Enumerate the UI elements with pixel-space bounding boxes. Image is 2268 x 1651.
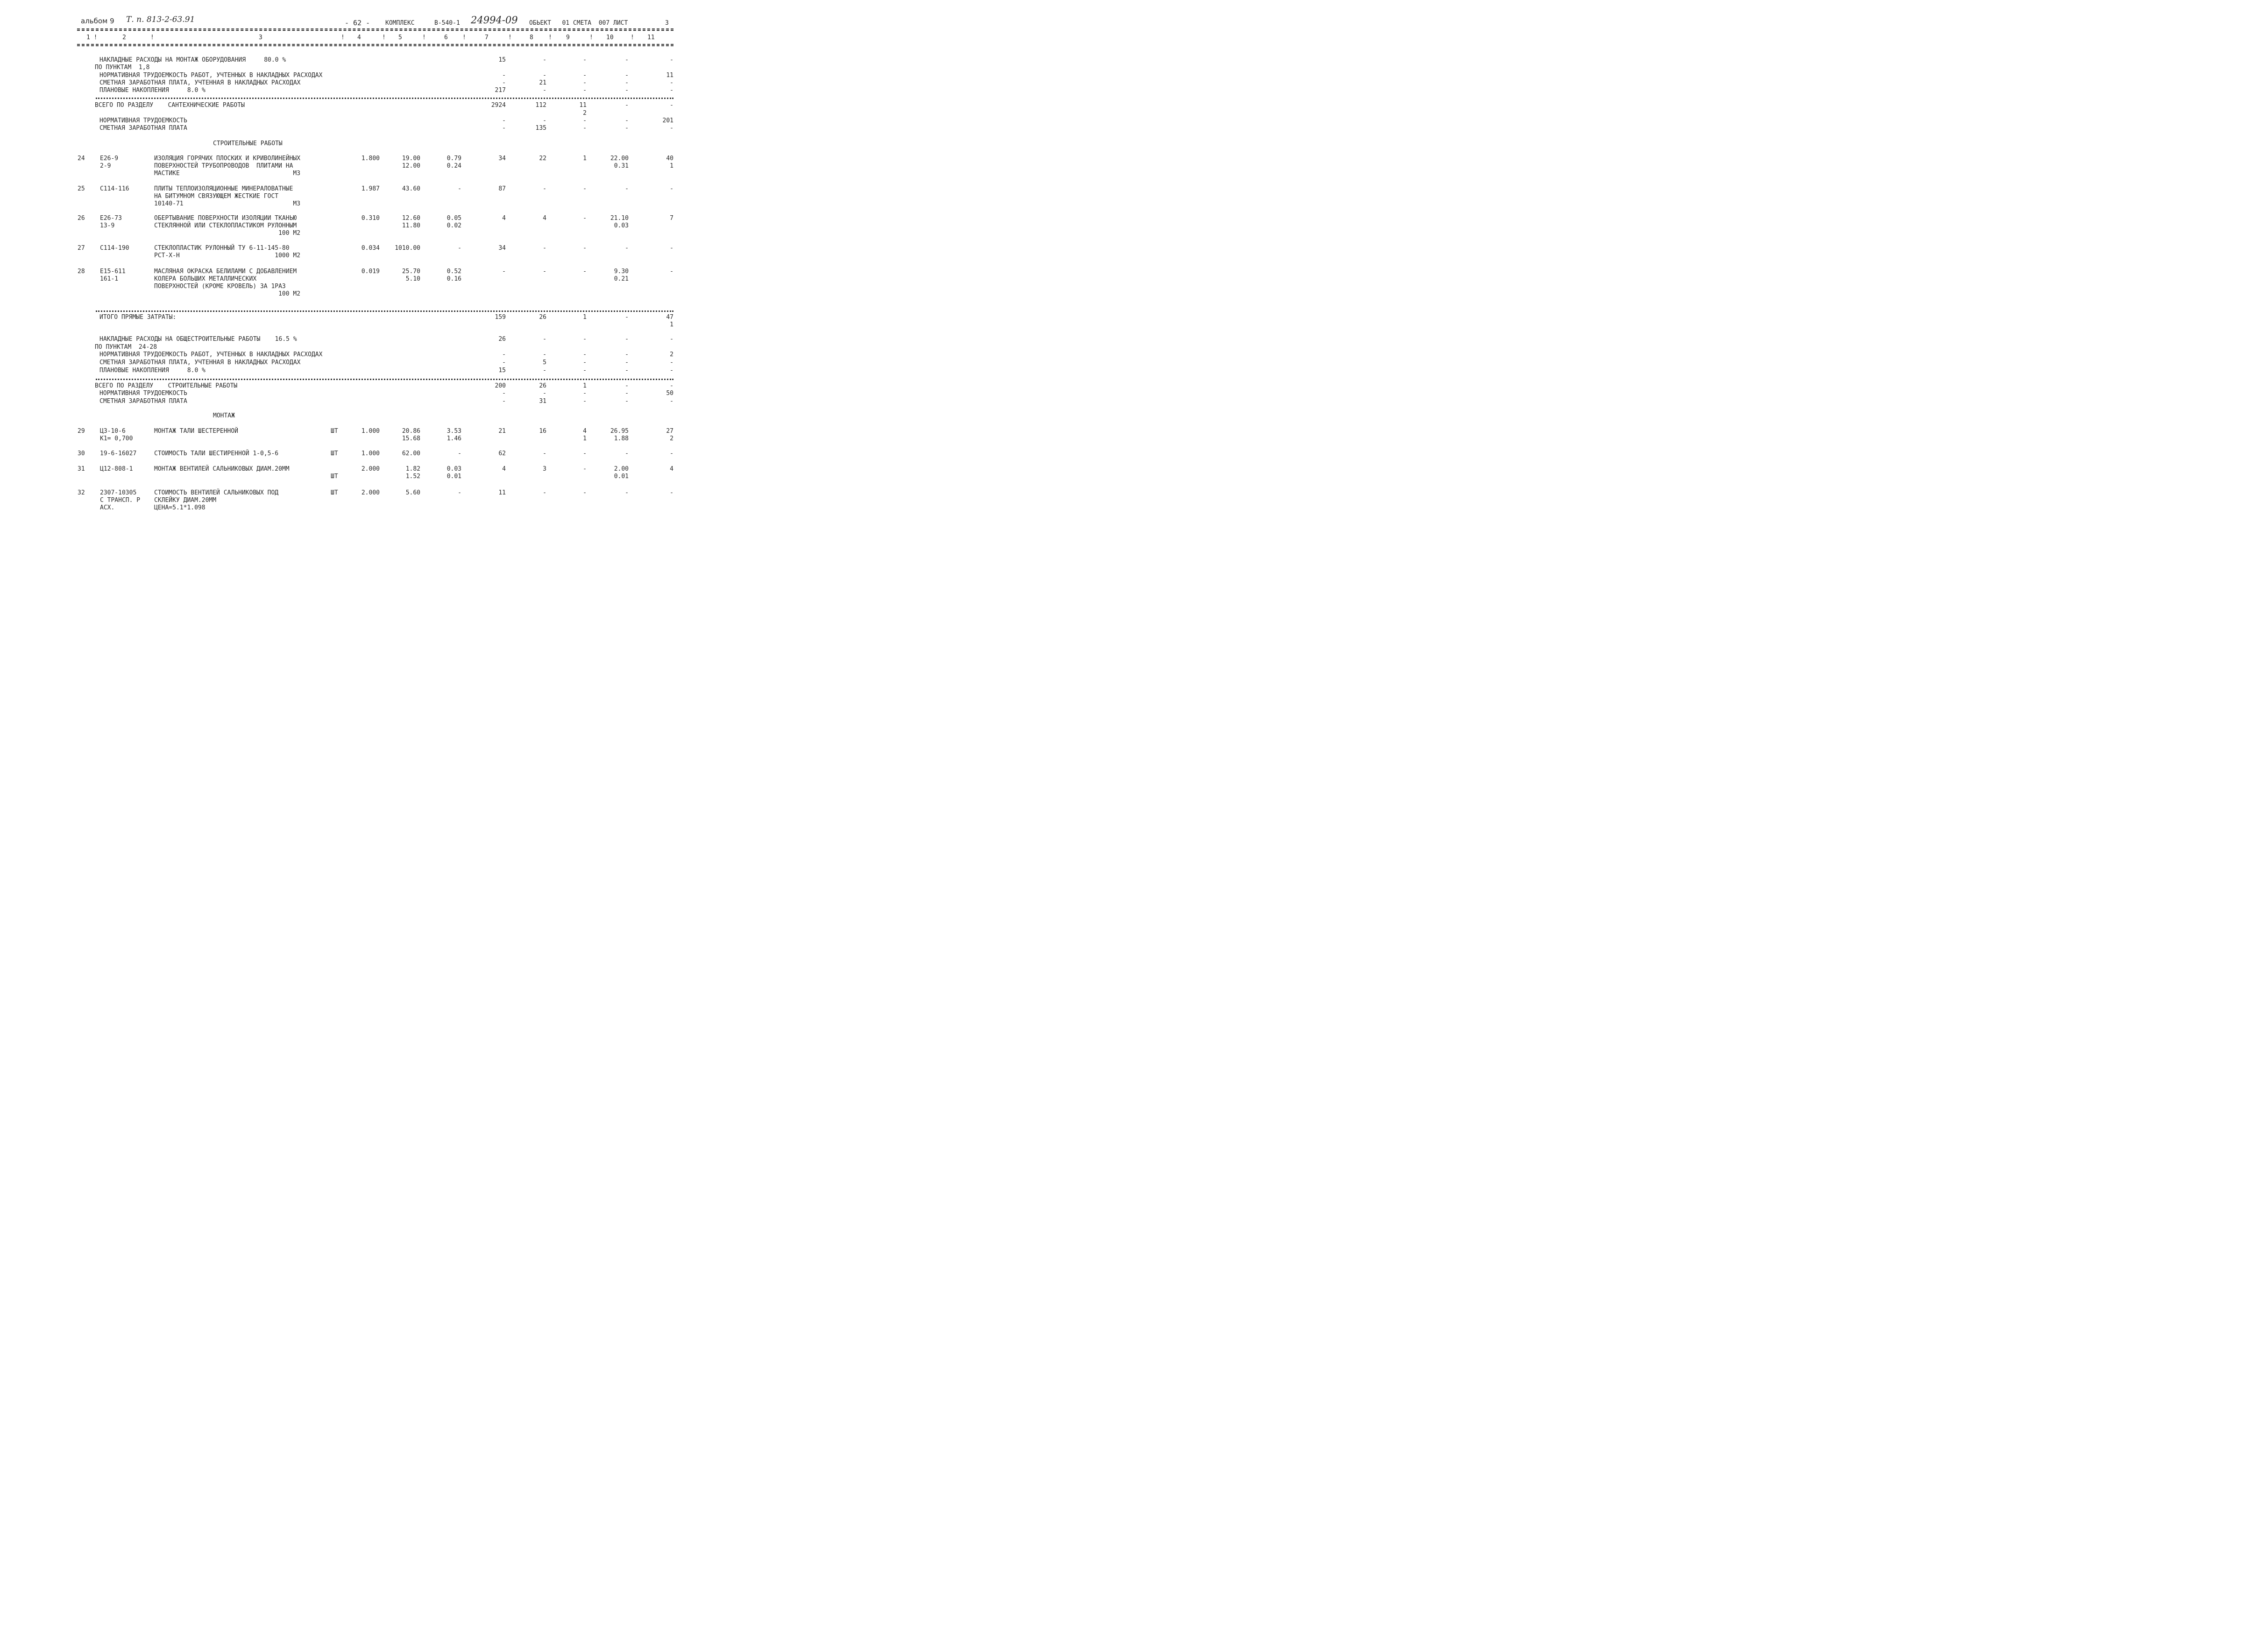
cell-c8: - — [543, 268, 546, 275]
cell-c9: - — [583, 351, 587, 358]
cell-c11: 201 — [662, 117, 673, 124]
item-description: ПЛИТЫ ТЕПЛОИЗОЛЯЦИОННЫЕ МИНЕРАЛОВАТНЫЕ — [154, 185, 293, 192]
cell-c6: 0.24 — [447, 162, 461, 169]
item-code: С114-116 — [100, 185, 129, 192]
item-description: СТЕКЛОПЛАСТИК РУЛОННЫЙ ТУ 6-11-145-80 — [154, 245, 290, 252]
cell-c9: 1 — [583, 155, 587, 162]
cell-c11: - — [670, 125, 673, 132]
cell-c10: - — [625, 382, 629, 389]
cell-c4: 0.019 — [361, 268, 380, 275]
cell-c7: - — [502, 398, 506, 405]
cell-c8: 4 — [543, 215, 546, 222]
cell-c11: 50 — [666, 390, 673, 397]
cell-c11: - — [670, 359, 673, 366]
item-unit: ШТ — [331, 428, 338, 435]
cell-c9: - — [583, 79, 587, 86]
complex-label: КОМПЛЕКС — [385, 20, 415, 27]
cell-c9: 2 — [583, 110, 587, 117]
cell-c9: - — [583, 87, 587, 94]
item-description: СТОИМОСТЬ ВЕНТИЛЕЙ САЛЬНИКОВЫХ ПОД — [154, 489, 279, 496]
item-number: 27 — [78, 245, 85, 252]
cell-c4: 0.034 — [361, 245, 380, 252]
cell-c7: 200 — [495, 382, 506, 389]
cell-c7: 217 — [495, 87, 506, 94]
row-label: НАКЛАДНЫЕ РАСХОДЫ НА ОБЩЕСТРОИТЕЛЬНЫЕ РАБОТЫ 16.5 % — [99, 336, 297, 343]
item-description: МОНТАЖ ВЕНТИЛЕЙ САЛЬНИКОВЫХ ДИАМ.20ММ — [154, 466, 290, 473]
cell-c8: 135 — [535, 125, 546, 132]
cell-c8: - — [543, 390, 546, 397]
col-10: 10 — [606, 34, 614, 41]
column-header-divider — [77, 44, 673, 45]
cell-c8: 112 — [535, 102, 546, 109]
cell-c5: 1010.00 — [395, 245, 420, 252]
item-description: МАСТИКЕ М3 — [154, 170, 301, 177]
tp-number: Т. п. 813-2-63.91 — [126, 15, 195, 24]
item-code: К1= 0,700 — [100, 435, 133, 442]
item-code: Е26-73 — [100, 215, 122, 222]
cell-c6: 0.79 — [447, 155, 461, 162]
row-label: ПЛАНОВЫЕ НАКОПЛЕНИЯ 8.0 % — [99, 367, 206, 374]
cell-c11: - — [670, 102, 673, 109]
section-title: СТРОИТЕЛЬНЫЕ РАБОТЫ — [213, 140, 283, 147]
sheet-number: 3 — [665, 20, 669, 27]
cell-c5: 25.70 — [402, 268, 420, 275]
col-8: 8 — [530, 34, 533, 41]
cell-c5: 43.60 — [402, 185, 420, 192]
cell-c9: - — [583, 489, 587, 496]
item-number: 31 — [78, 466, 85, 473]
cell-c10: - — [625, 489, 629, 496]
item-description: 10140-71 М3 — [154, 200, 301, 207]
cell-c10: - — [625, 87, 629, 94]
item-code: 2-9 — [100, 162, 111, 169]
cell-c10: - — [625, 102, 629, 109]
cell-c11: - — [670, 450, 673, 457]
cell-c7: 21 — [498, 428, 506, 435]
col-6: 6 — [444, 34, 448, 41]
cell-c7: 2924 — [491, 102, 506, 109]
cell-c10: - — [625, 450, 629, 457]
cell-c11: - — [670, 79, 673, 86]
cell-c9: 4 — [583, 428, 587, 435]
cell-c8: - — [543, 245, 546, 252]
cell-c6: 0.01 — [447, 473, 461, 480]
cell-c10: - — [625, 125, 629, 132]
cell-c8: 3 — [543, 466, 546, 473]
cell-c11: 1 — [670, 162, 673, 169]
cell-c4: 1.800 — [361, 155, 380, 162]
cell-c10: 26.95 — [610, 428, 629, 435]
cell-c11: 11 — [666, 72, 673, 79]
cell-c4: 0.310 — [361, 215, 380, 222]
cell-c8: 16 — [539, 428, 546, 435]
cell-c5: 62.00 — [402, 450, 420, 457]
cell-c10: 0.21 — [614, 275, 629, 282]
cell-c7: - — [502, 359, 506, 366]
row-label: СМЕТНАЯ ЗАРАБОТНАЯ ПЛАТА, УЧТЕННАЯ В НАКЛАДНЫХ РАСХОДАХ — [99, 359, 301, 366]
item-description: 100 М2 — [154, 230, 301, 237]
cell-c10: 2.00 — [614, 466, 629, 473]
item-unit: ШТ — [331, 473, 338, 480]
cell-c5: 12.00 — [402, 162, 420, 169]
cell-c7: - — [502, 79, 506, 86]
cell-c7: 159 — [495, 314, 506, 321]
cell-c7: - — [502, 72, 506, 79]
row-label: СМЕТНАЯ ЗАРАБОТНАЯ ПЛАТА — [99, 398, 187, 405]
cell-c11: - — [670, 87, 673, 94]
item-code: 2307-10305 — [100, 489, 137, 496]
row-label: НОРМАТИВНАЯ ТРУДОЕМКОСТЬ — [99, 390, 187, 397]
cell-c9: - — [583, 398, 587, 405]
row-label: СМЕТНАЯ ЗАРАБОТНАЯ ПЛАТА, УЧТЕННАЯ В НАКЛАДНЫХ РАСХОДАХ — [99, 79, 301, 86]
item-code: С ТРАНСП. Р — [100, 497, 141, 504]
item-code: АСХ. — [100, 504, 115, 511]
cell-c7: - — [502, 351, 506, 358]
cell-c4: 2.000 — [361, 489, 380, 496]
cell-c5: 11.80 — [402, 222, 420, 229]
cell-c8: - — [543, 117, 546, 124]
item-code: 13-9 — [100, 222, 115, 229]
col-7: 7 — [485, 34, 489, 41]
cell-c11: 4 — [670, 466, 673, 473]
cell-c10: - — [625, 351, 629, 358]
col-sep: ! — [422, 34, 426, 41]
col-sep: ! — [631, 34, 634, 41]
row-label: ВСЕГО ПО РАЗДЕЛУ СТРОИТЕЛЬНЫЕ РАБОТЫ — [95, 382, 238, 389]
cell-c10: - — [625, 117, 629, 124]
col-9: 9 — [566, 34, 570, 41]
complex-handwritten: 24994-09 — [471, 14, 518, 26]
item-description: СТЕКЛЯННОЙ ИЛИ СТЕКЛОПЛАСТИКОМ РУЛОННЫМ — [154, 222, 297, 229]
col-11: 11 — [647, 34, 655, 41]
album-label: альбом 9 — [81, 17, 114, 25]
cell-c9: - — [583, 450, 587, 457]
cell-c9: - — [583, 336, 587, 343]
cell-c6: - — [458, 185, 461, 192]
cell-c9: - — [583, 268, 587, 275]
cell-c8: - — [543, 336, 546, 343]
cell-c8: - — [543, 72, 546, 79]
cell-c11: 47 — [666, 314, 673, 321]
cell-c9: 11 — [579, 102, 587, 109]
cell-c8: 22 — [539, 155, 546, 162]
cell-c9: - — [583, 56, 587, 64]
row-label: НОРМАТИВНАЯ ТРУДОЕМКОСТЬ РАБОТ, УЧТЕННЫХ В НАКЛАДНЫХ РАСХОДАХ — [99, 72, 323, 79]
cell-c6: 0.02 — [447, 222, 461, 229]
cell-c7: 62 — [498, 450, 506, 457]
cell-c6: 0.05 — [447, 215, 461, 222]
cell-c11: - — [670, 56, 673, 64]
col-sep: ! — [508, 34, 512, 41]
cell-c10: 21.10 — [610, 215, 629, 222]
item-unit: ШТ — [331, 489, 338, 496]
direct-costs-label: ИТОГО ПРЯМЫЕ ЗАТРАТЫ: — [99, 314, 177, 321]
col-sep: ! — [150, 34, 154, 41]
cell-c10: 0.01 — [614, 473, 629, 480]
cell-c10: - — [625, 314, 629, 321]
page-number: - 62 - — [345, 19, 370, 27]
section-title: МОНТАЖ — [213, 412, 235, 419]
cell-c9: - — [583, 359, 587, 366]
item-number: 32 — [78, 489, 85, 496]
cell-c10: - — [625, 359, 629, 366]
cell-c7: - — [502, 117, 506, 124]
col-3: 3 — [259, 34, 262, 41]
cell-c11: - — [670, 382, 673, 389]
cell-c8: 26 — [539, 314, 546, 321]
cell-c6: - — [458, 450, 461, 457]
item-description: СТОИМОСТЬ ТАЛИ ШЕСТИРЕННОЙ 1-0,5-6 — [154, 450, 279, 457]
cell-c6: 1.46 — [447, 435, 461, 442]
cell-c8: - — [543, 367, 546, 374]
item-description: ПОВЕРХНОСТЕЙ (КРОМЕ КРОВЕЛЬ) ЗА 1РАЗ — [154, 283, 286, 290]
cell-c5: 19.00 — [402, 155, 420, 162]
item-code: Ц12-808-1 — [100, 466, 133, 473]
cell-c11: 7 — [670, 215, 673, 222]
col-sep: ! — [589, 34, 593, 41]
cell-c6: - — [458, 245, 461, 252]
row-label: СМЕТНАЯ ЗАРАБОТНАЯ ПЛАТА — [99, 125, 187, 132]
item-description: 100 М2 — [154, 290, 301, 297]
cell-c6: 0.03 — [447, 466, 461, 473]
cell-c8: - — [543, 489, 546, 496]
cell-c6: 3.53 — [447, 428, 461, 435]
item-description: МОНТАЖ ТАЛИ ШЕСТЕРЕННОЙ — [154, 428, 239, 435]
cell-c4: 1.000 — [361, 450, 380, 457]
item-number: 28 — [78, 268, 85, 275]
cell-c6: 0.52 — [447, 268, 461, 275]
cell-c7: 11 — [498, 489, 506, 496]
item-unit: ШТ — [331, 450, 338, 457]
cell-c7: 4 — [502, 215, 506, 222]
cell-c10: 0.31 — [614, 162, 629, 169]
dotted-divider — [96, 98, 673, 99]
cell-c9: - — [583, 367, 587, 374]
cell-c9: 1 — [583, 435, 587, 442]
item-description: РСТ-Х-Н 1000 М2 — [154, 252, 301, 259]
cell-c10: - — [625, 72, 629, 79]
item-number: 30 — [78, 450, 85, 457]
cell-c10: - — [625, 56, 629, 64]
cell-c10: - — [625, 367, 629, 374]
dotted-divider — [96, 310, 673, 312]
item-number: 26 — [78, 215, 85, 222]
cell-c11: 1 — [670, 321, 673, 328]
cell-c10: 0.03 — [614, 222, 629, 229]
cell-c10: - — [625, 245, 629, 252]
cell-c9: - — [583, 390, 587, 397]
cell-c8: - — [543, 87, 546, 94]
item-description: ЦЕНА=5.1*1.098 — [154, 504, 206, 511]
item-code: 161-1 — [100, 275, 119, 282]
cell-c5: 1.52 — [405, 473, 420, 480]
cell-c9: - — [583, 117, 587, 124]
cell-c11: - — [670, 398, 673, 405]
cell-c9: - — [583, 245, 587, 252]
row-label: НАКЛАДНЫЕ РАСХОДЫ НА МОНТАЖ ОБОРУДОВАНИЯ 80.0 % — [99, 56, 286, 64]
cell-c11: - — [670, 268, 673, 275]
cell-c9: - — [583, 466, 587, 473]
col-sep: ! — [382, 34, 386, 41]
item-number: 25 — [78, 185, 85, 192]
cell-c5: 15.68 — [402, 435, 420, 442]
row-label: ВСЕГО ПО РАЗДЕЛУ САНТЕХНИЧЕСКИЕ РАБОТЫ — [95, 102, 245, 109]
cell-c8: 31 — [539, 398, 546, 405]
cell-c4: 1.000 — [361, 428, 380, 435]
cell-c10: - — [625, 185, 629, 192]
col-sep: ! — [462, 34, 466, 41]
cell-c7: 26 — [498, 336, 506, 343]
row-label: НОРМАТИВНАЯ ТРУДОЕМКОСТЬ РАБОТ, УЧТЕННЫХ В НАКЛАДНЫХ РАСХОДАХ — [99, 351, 323, 358]
complex-code: В-540-1 — [434, 20, 460, 27]
cell-c9: - — [583, 215, 587, 222]
cell-c5: 20.86 — [402, 428, 420, 435]
cell-c11: - — [670, 336, 673, 343]
col-1: 1 ! — [86, 34, 98, 41]
cell-c10: 9.30 — [614, 268, 629, 275]
cell-c11: 40 — [666, 155, 673, 162]
cell-c4: 2.000 — [361, 466, 380, 473]
header-divider-top — [77, 28, 673, 29]
cell-c10: - — [625, 336, 629, 343]
item-description: НА БИТУМНОМ СВЯЗУЮЩЕМ ЖЕСТКИЕ ГОСТ — [154, 193, 279, 200]
cell-c8: 5 — [543, 359, 546, 366]
item-description: КОЛЕРА БОЛЬШИХ МЕТАЛЛИЧЕСКИХ — [154, 275, 257, 282]
cell-c5: 1.82 — [405, 466, 420, 473]
cell-c7: 87 — [498, 185, 506, 192]
object-estimate-sheet: ОБЬЕКТ 01 СМЕТА 007 ЛИСТ — [529, 20, 628, 27]
row-label: НОРМАТИВНАЯ ТРУДОЕМКОСТЬ — [99, 117, 187, 124]
cell-c8: - — [543, 185, 546, 192]
item-code: Е26-9 — [100, 155, 119, 162]
cell-c4: 1.987 — [361, 185, 380, 192]
item-description: ОБЕРТЫВАНИЕ ПОВЕРХНОСТИ ИЗОЛЯЦИИ ТКАНЬЮ — [154, 215, 297, 222]
cell-c9: - — [583, 185, 587, 192]
cell-c8: - — [543, 56, 546, 64]
cell-c10: 22.00 — [610, 155, 629, 162]
cell-c10: - — [625, 390, 629, 397]
cell-c7: 15 — [498, 56, 506, 64]
item-number: 24 — [78, 155, 85, 162]
cell-c9: 1 — [583, 314, 587, 321]
cell-c7: - — [502, 125, 506, 132]
cell-c7: 4 — [502, 466, 506, 473]
row-label: ПО ПУНКТАМ 24-28 — [95, 344, 157, 351]
cell-c7: 15 — [498, 367, 506, 374]
item-code: 19-6-16027 — [100, 450, 137, 457]
item-description: МАСЛЯНАЯ ОКРАСКА БЕЛИЛАМИ С ДОБАВЛЕНИЕМ — [154, 268, 297, 275]
cell-c9: - — [583, 125, 587, 132]
cell-c7: - — [502, 268, 506, 275]
cell-c11: - — [670, 245, 673, 252]
item-code: Ц3-10-6 — [100, 428, 126, 435]
cell-c10: - — [625, 79, 629, 86]
item-description: ПОВЕРХНОСТЕЙ ТРУБОПРОВОДОВ ПЛИТАМИ НА — [154, 162, 293, 169]
cell-c9: - — [583, 72, 587, 79]
cell-c5: 12.60 — [402, 215, 420, 222]
item-number: 29 — [78, 428, 85, 435]
col-5: 5 — [398, 34, 402, 41]
item-description: СКЛЕЙКУ ДИАМ.20ММ — [154, 497, 217, 504]
cell-c7: 34 — [498, 155, 506, 162]
col-2: 2 — [122, 34, 126, 41]
cell-c7: - — [502, 390, 506, 397]
dotted-divider — [96, 379, 673, 380]
col-4: 4 — [357, 34, 361, 41]
cell-c6: 0.16 — [447, 275, 461, 282]
cell-c8: 21 — [539, 79, 546, 86]
cell-c5: 5.10 — [405, 275, 420, 282]
cell-c10: - — [625, 398, 629, 405]
cell-c6: - — [458, 489, 461, 496]
col-sep: ! — [341, 34, 345, 41]
item-description: ИЗОЛЯЦИЯ ГОРЯЧИХ ПЛОСКИХ И КРИВОЛИНЕЙНЫХ — [154, 155, 301, 162]
cell-c10: 1.88 — [614, 435, 629, 442]
cell-c11: - — [670, 367, 673, 374]
col-sep: ! — [548, 34, 552, 41]
cell-c11: - — [670, 489, 673, 496]
row-label: ПЛАНОВЫЕ НАКОПЛЕНИЯ 8.0 % — [99, 87, 206, 94]
cell-c7: 34 — [498, 245, 506, 252]
header-divider-top-2 — [77, 30, 673, 31]
item-code: Е15-611 — [100, 268, 126, 275]
cell-c9: 1 — [583, 382, 587, 389]
cell-c8: - — [543, 450, 546, 457]
cell-c11: 2 — [670, 435, 673, 442]
item-code: С114-190 — [100, 245, 129, 252]
column-header-divider-2 — [77, 45, 673, 46]
cell-c11: 27 — [666, 428, 673, 435]
row-label: ПО ПУНКТАМ 1,8 — [95, 64, 150, 71]
cell-c8: 26 — [539, 382, 546, 389]
cell-c11: 2 — [670, 351, 673, 358]
cell-c5: 5.60 — [405, 489, 420, 496]
cell-c11: - — [670, 185, 673, 192]
cell-c8: - — [543, 351, 546, 358]
